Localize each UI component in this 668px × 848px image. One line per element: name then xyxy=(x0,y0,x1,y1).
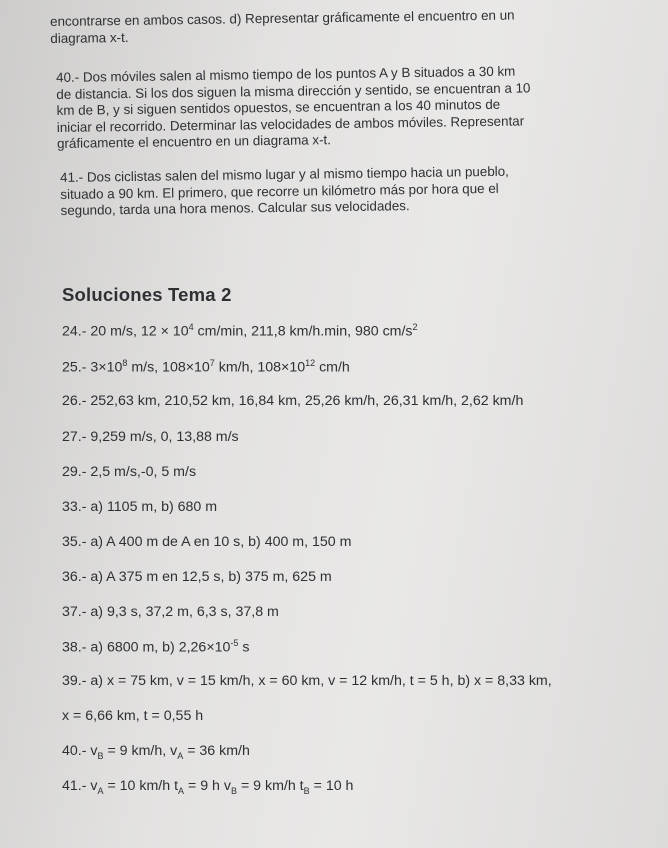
solution-text: = 36 km/h xyxy=(183,743,250,759)
solution-text: 24.- 20 m/s, 12 × 10 xyxy=(62,323,189,340)
solution-text: s xyxy=(238,639,250,656)
text-line: segundo, tarda una hora menos. Calcular sus velocidades. xyxy=(60,198,410,219)
solution-text: 25.- 3×10 xyxy=(62,359,123,376)
problem-39-continuation xyxy=(50,6,610,47)
text-line: iniciar el recorrido. Determinar las velocidades de ambos móviles. Representar xyxy=(56,113,525,135)
solution-text: 40.- v xyxy=(62,743,98,759)
exponent: 4 xyxy=(188,322,194,332)
solution-25 xyxy=(62,358,350,376)
solution-36: 36.- a) A 375 m en 12,5 s, b) 375 m, 625 m xyxy=(62,569,332,585)
solution-text: m/s, 108×10 xyxy=(127,359,210,376)
solution-35: 35.- a) A 400 m de A en 10 s, b) 400 m, 150 m xyxy=(62,534,352,550)
problem-40 xyxy=(56,62,597,153)
exponent: -5 xyxy=(230,638,239,648)
solution-40 xyxy=(62,743,250,761)
solution-text: 41.- v xyxy=(62,778,98,794)
text-line: de distancia. Si los dos siguen la misma dirección y sentido, se encuentran a 10 xyxy=(56,79,531,102)
solution-39-line2: x = 6,66 km, t = 0,55 h xyxy=(62,708,204,724)
solution-text: = 9 km/h t xyxy=(237,778,304,794)
solution-33: 33.- a) 1105 m, b) 680 m xyxy=(62,499,218,515)
problem-41 xyxy=(60,163,596,220)
solution-37: 37.- a) 9,3 s, 37,2 m, 6,3 s, 37,8 m xyxy=(62,604,279,620)
solution-text: cm/min, 211,8 km/h.min, 980 cm/s xyxy=(193,323,413,340)
text-line: situado a 90 km. El primero, que recorre un kilómetro más por hora que el xyxy=(60,180,499,202)
solution-38 xyxy=(62,638,249,656)
subscript: A xyxy=(177,750,184,761)
text-line: gráficamente el encuentro en un diagrama x-t. xyxy=(56,132,332,152)
solution-27: 27.- 9,259 m/s, 0, 13,88 m/s xyxy=(62,429,239,445)
solution-text: = 9 h v xyxy=(184,778,231,794)
subscript: A xyxy=(178,785,185,796)
solution-text: 38.- a) 6800 m, b) 2,26×10 xyxy=(62,639,231,656)
solution-text: km/h, 108×10 xyxy=(214,359,306,376)
solution-text: = 9 km/h, v xyxy=(103,743,178,759)
exponent: 7 xyxy=(209,358,215,368)
text-line: diagrama x-t. xyxy=(50,29,129,46)
subscript: B xyxy=(97,750,104,761)
solution-26: 26.- 252,63 km, 210,52 km, 16,84 km, 25,26 km/h, 26,31 km/h, 2,62 km/h xyxy=(62,393,524,409)
subscript: B xyxy=(303,785,310,796)
solution-24 xyxy=(62,322,418,340)
text-line: 40.- Dos móviles salen al mismo tiempo de los puntos A y B situados a 30 km xyxy=(56,63,516,85)
solution-text: = 10 h xyxy=(309,778,354,794)
text-line: 41.- Dos ciclistas salen del mismo lugar y al mismo tiempo hacia un pueblo, xyxy=(60,163,509,185)
subscript: B xyxy=(230,785,237,796)
exponent: 2 xyxy=(412,322,418,332)
text-line: km de B, y si siguen sentidos opuestos, se encuentran a los 40 minutos de xyxy=(56,96,501,119)
subscript: A xyxy=(97,785,104,796)
solution-39-line1: 39.- a) x = 75 km, v = 15 km/h, x = 60 km, v = 12 km/h, t = 5 h, b) x = 8,33 km, xyxy=(62,673,552,689)
exponent: 12 xyxy=(305,358,316,368)
text-line: encontrarse en ambos casos. d) Representar gráficamente el encuentro en un xyxy=(50,7,515,29)
solution-41 xyxy=(62,778,353,796)
solution-29: 29.- 2,5 m/s,-0, 5 m/s xyxy=(62,464,197,480)
solution-text: = 10 km/h t xyxy=(103,778,179,794)
solutions-heading: Soluciones Tema 2 xyxy=(62,284,232,305)
solution-text: cm/h xyxy=(315,359,350,376)
exponent: 8 xyxy=(122,358,128,368)
